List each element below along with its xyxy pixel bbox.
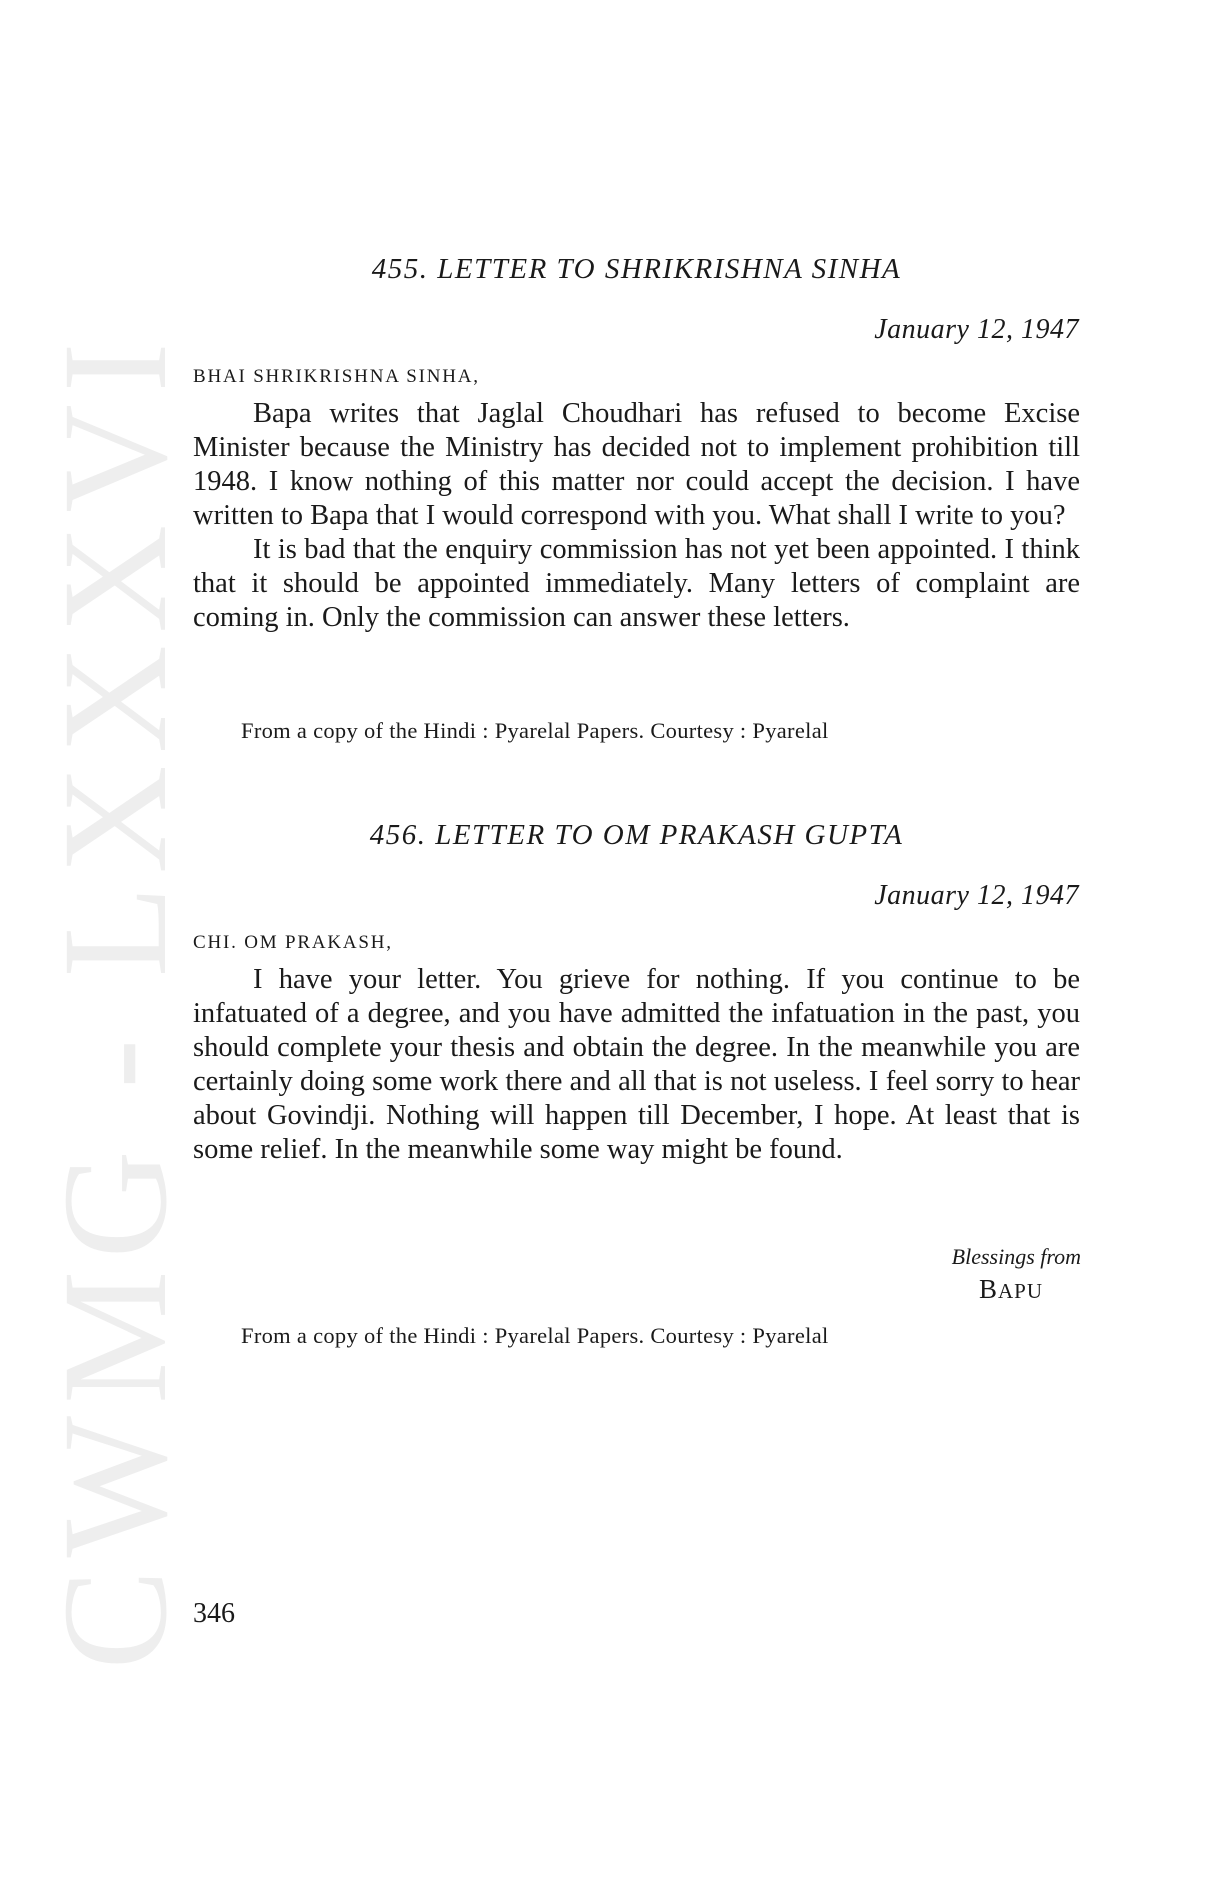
letter-date: January 12, 1947 <box>874 314 1079 345</box>
watermark: CWMG - LXXXVI <box>32 330 198 1670</box>
source-note: From a copy of the Hindi : Pyarelal Papers. Courtesy : Pyarelal <box>241 718 829 743</box>
letter-date: January 12, 1947 <box>874 880 1079 911</box>
signature-rest: APU <box>997 1279 1043 1303</box>
paragraph: It is bad that the enquiry commission has not yet been appointed. I think that it should be appointed immediately. Many letters of complaint are coming in. Only the commission can answer these letters. <box>193 534 1080 633</box>
paragraph: Bapa writes that Jaglal Choudhari has refused to become Excise Minister because the Ministry has decided not to implement prohibition till 1948. I know nothing of this matter nor could accept the decision. I have written to Bapa that I would correspond with you. What shall I write to you? <box>193 398 1080 531</box>
letter-salutation: CHI. OM PRAKASH, <box>193 932 393 953</box>
letter-body <box>193 963 1080 1167</box>
letter-salutation: BHAI SHRIKRISHNA SINHA, <box>193 366 480 387</box>
letter-heading: 456. LETTER TO OM PRAKASH GUPTA <box>369 819 904 851</box>
closing-line: Blessings from <box>951 1244 1081 1269</box>
signature <box>979 1274 1043 1305</box>
letter-heading: 455. LETTER TO SHRIKRISHNA SINHA <box>371 253 902 285</box>
letter-body <box>193 397 1080 635</box>
paragraph: I have your letter. You grieve for nothing. If you continue to be infatuated of a degree, and you have admitted the infatuation in the past, you should complete your thesis and obtain the degree. In the meanwhile you are certainly doing some work there and all that is not useless. I feel sorry to hear about Govindji. Nothing will happen till December, I hope. At least that is some relief. In the meanwhile some way might be found. <box>193 964 1080 1165</box>
source-note: From a copy of the Hindi : Pyarelal Papers. Courtesy : Pyarelal <box>241 1323 829 1348</box>
page-number: 346 <box>193 1598 235 1629</box>
signature-initial: B <box>978 1274 998 1304</box>
